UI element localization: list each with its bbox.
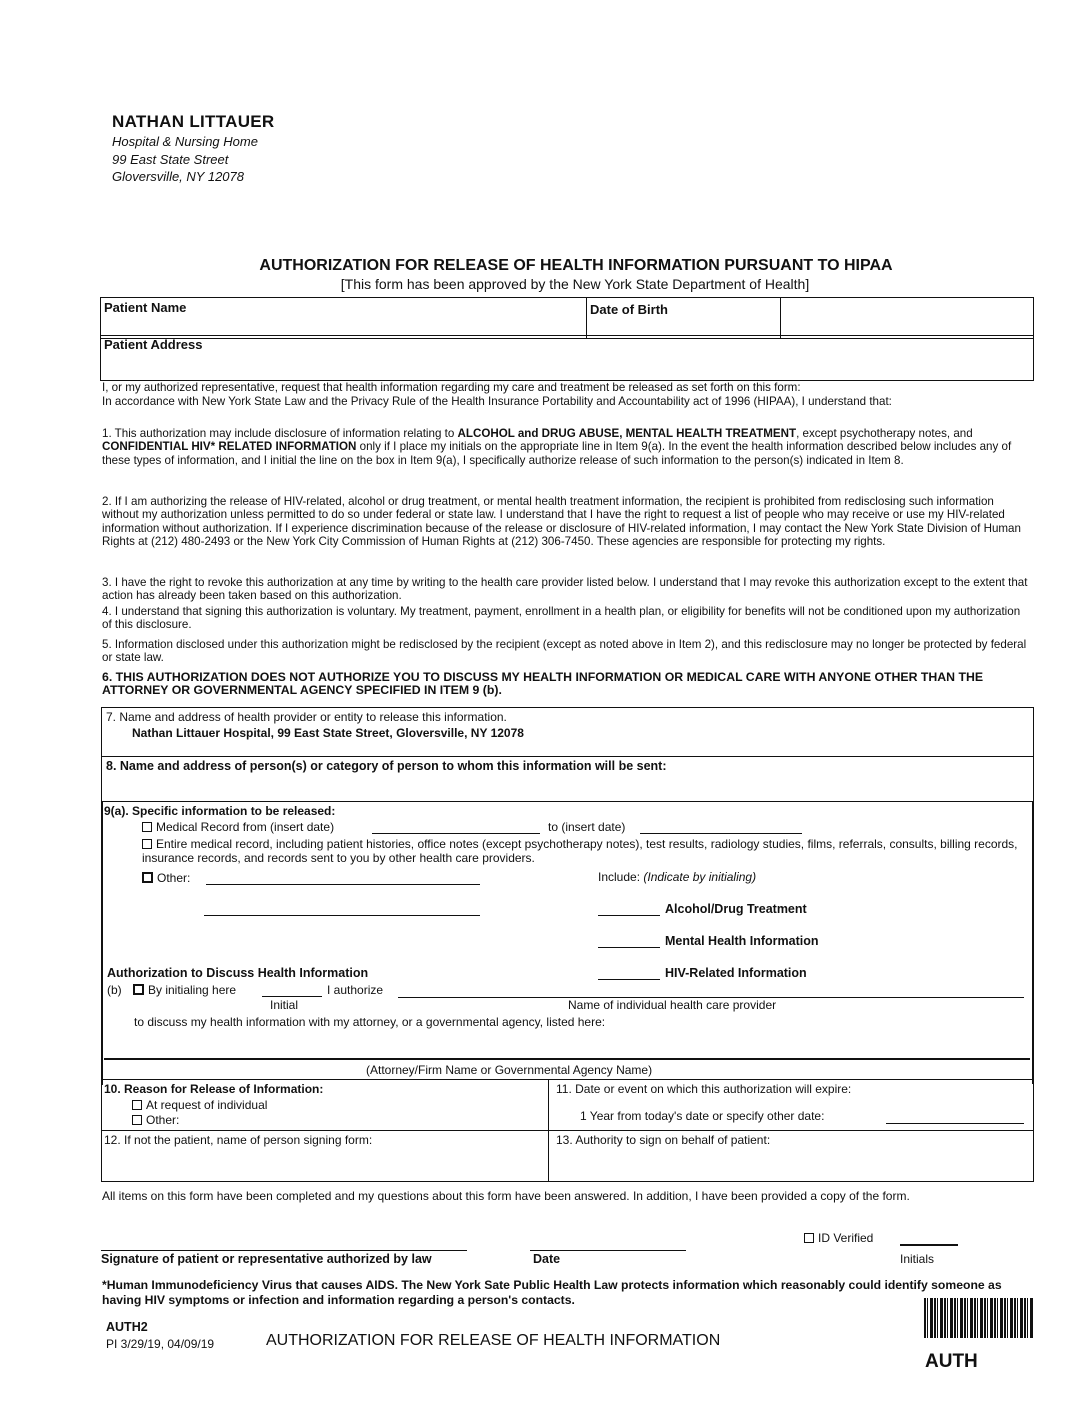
date-label: Date bbox=[533, 1252, 561, 1266]
date-line[interactable] bbox=[530, 1250, 686, 1251]
to-date-label: to (insert date) bbox=[548, 820, 626, 834]
reason-other-option[interactable]: Other: bbox=[132, 1114, 179, 1128]
barcode-label: AUTH bbox=[925, 1351, 978, 1372]
initials-label: Initials bbox=[900, 1252, 935, 1266]
hiv-label: HIV-Related Information bbox=[665, 966, 807, 980]
form-title: AUTHORIZATION FOR RELEASE OF HEALTH INFORMATION PURSUANT TO HIPAA bbox=[259, 257, 893, 274]
item-12-label: 12. If not the patient, name of person signing form: bbox=[104, 1133, 373, 1147]
reason-individual-checkbox[interactable] bbox=[132, 1100, 142, 1110]
id-verified-initials-line[interactable] bbox=[900, 1244, 958, 1246]
form-revision: PI 3/29/19, 04/09/19 bbox=[106, 1337, 215, 1351]
patient-name-label: Patient Name bbox=[104, 300, 187, 315]
barcode-image bbox=[924, 1298, 1034, 1338]
item-9b-prefix: (b) bbox=[107, 983, 122, 997]
attorney-caption: (Attorney/Firm Name or Governmental Agency Name) bbox=[366, 1063, 653, 1077]
item-1: 1. This authorization may include disclosure of information relating to ALCOHOL and DRUG ABUSE, MENTAL HEALTH TREATMENT, except psychotherapy notes, and CONFIDENTIAL HIV* RELATED INFORMATION only if I place my initials on the appropriate line in Item 9(a). In the event the health information described below includes any of these types of information, and I initial the line on the box in Item 9(a), I specifically authorize release of such information to the person(s) indicated in Item 8. bbox=[102, 427, 1012, 467]
item-10-label: 10. Reason for Release of Information: bbox=[104, 1082, 324, 1096]
signature-label: Signature of patient or representative authorized by law bbox=[101, 1252, 432, 1266]
i-authorize-label: I authorize bbox=[327, 983, 384, 997]
mental-initial-line[interactable] bbox=[598, 947, 660, 948]
mental-label: Mental Health Information bbox=[665, 934, 819, 948]
item-9b-heading: Authorization to Discuss Health Information bbox=[107, 966, 369, 980]
other-option[interactable]: Other: bbox=[142, 872, 190, 886]
form-code: AUTH2 bbox=[106, 1320, 148, 1334]
patient-address-label: Patient Address bbox=[104, 337, 203, 352]
initial-line[interactable] bbox=[262, 996, 322, 997]
item-7-label: 7. Name and address of health provider or entity to release this information. bbox=[106, 710, 507, 724]
item-2: 2. If I am authorizing the release of HIV-related, alcohol or drug treatment, or mental health treatment information, the recipient is prohibited from redisclosing such information without my authorization unless permitted to do so under federal or state law. I understand that I have the right to request a list of people who may receive or use my HIV-related information without authorization. If I experience discrimination because of the release or disclosure of HIV-related information, I may contact the New York State Division of Human Rights at (212) 480-2493 or the New York City Commission of Human Rights at (212) 306-7450. These agencies are responsible for protecting my rights. bbox=[102, 495, 1021, 549]
by-initialing-checkbox[interactable] bbox=[133, 984, 144, 995]
hiv-initial-line[interactable] bbox=[598, 979, 660, 980]
other-checkbox[interactable] bbox=[142, 872, 153, 883]
item-9-right-border bbox=[1032, 801, 1034, 1084]
patient-address-field[interactable] bbox=[100, 335, 1034, 381]
expiry-date-line[interactable] bbox=[886, 1123, 1024, 1124]
item-11-value: 1 Year from today's date or specify other date: bbox=[580, 1109, 825, 1123]
provider-caption: Name of individual health care provider bbox=[568, 998, 777, 1012]
medical-record-option[interactable]: Medical Record from (insert date) bbox=[142, 821, 334, 835]
hospital-subtitle: Hospital & Nursing Home bbox=[112, 134, 258, 149]
dob-label: Date of Birth bbox=[590, 302, 668, 317]
form-subtitle: [This form has been approved by the New York State Department of Health] bbox=[340, 276, 810, 292]
entire-record-checkbox[interactable] bbox=[142, 839, 152, 849]
intro-request: I, or my authorized representative, request that health information regarding my care and treatment be released as set forth on this form: bbox=[102, 381, 801, 394]
intro-understand: In accordance with New York State Law and the Privacy Rule of the Health Insurance Portability and Accountability act of 1996 (HIPAA), I understand that: bbox=[102, 395, 892, 408]
item-3: 3. I have the right to revoke this authorization at any time by writing to the health care provider listed below. I understand that I may revoke this authorization except to the extent that action has already been taken based on this authorization. bbox=[102, 576, 1028, 603]
id-verified-option[interactable]: ID Verified bbox=[804, 1232, 873, 1246]
medical-record-checkbox[interactable] bbox=[142, 822, 152, 832]
reason-other-checkbox[interactable] bbox=[132, 1115, 142, 1125]
signature-line[interactable] bbox=[101, 1250, 467, 1251]
hospital-street: 99 East State Street bbox=[112, 152, 229, 167]
item-9a-label: 9(a). Specific information to be released: bbox=[104, 804, 336, 818]
footer-title: AUTHORIZATION FOR RELEASE OF HEALTH INFORMATION bbox=[266, 1332, 721, 1349]
entire-record-option[interactable]: Entire medical record, including patient histories, office notes (except psychotherapy notes), test results, radiology studies, films, referrals, consults, billing records, insurance records, and records sent to you by other health care providers. bbox=[142, 837, 1018, 865]
item-11-label: 11. Date or event on which this authorization will expire: bbox=[556, 1082, 852, 1096]
to-date-line[interactable] bbox=[640, 833, 802, 834]
attorney-line[interactable] bbox=[104, 1058, 1030, 1060]
from-date-line[interactable] bbox=[372, 833, 540, 834]
item-9-left-border bbox=[101, 801, 103, 1085]
alcohol-initial-line[interactable] bbox=[598, 915, 660, 916]
hospital-city: Gloversville, NY 12078 bbox=[112, 169, 244, 184]
patient-name-field[interactable] bbox=[100, 297, 586, 339]
item-13-label: 13. Authority to sign on behalf of patient: bbox=[556, 1133, 771, 1147]
id-verified-checkbox[interactable] bbox=[804, 1233, 814, 1243]
item-5: 5. Information disclosed under this authorization might be redisclosed by the recipient (except as noted above in Item 2), and this redisclosure may no longer be protected by federal or state law. bbox=[102, 638, 1027, 665]
item-7-value: Nathan Littauer Hospital, 99 East State Street, Gloversville, NY 12078 bbox=[132, 726, 524, 740]
closing-statement: All items on this form have been completed and my questions about this form have been answered. In addition, I have been provided a copy of the form. bbox=[102, 1189, 910, 1203]
item-4: 4. I understand that signing this authorization is voluntary. My treatment, payment, enrollment in a health plan, or eligibility for benefits will not be conditioned upon my authorization of this disclosure. bbox=[102, 605, 1021, 632]
item-8-label: 8. Name and address of person(s) or category of person to whom this information will be sent: bbox=[106, 759, 667, 773]
by-initialing-option[interactable]: By initialing here bbox=[133, 984, 236, 998]
hiv-footnote: *Human Immunodeficiency Virus that causes AIDS. The New York Sate Public Health Law protects information which reasonably could identify someone as having HIV symptoms or infection and information regarding a person's contacts. bbox=[102, 1278, 1002, 1307]
reason-individual-option[interactable]: At request of individual bbox=[132, 1099, 267, 1113]
other-line-2[interactable] bbox=[204, 915, 480, 916]
hospital-name: NATHAN LITTAUER bbox=[112, 112, 275, 131]
other-line-1[interactable] bbox=[206, 884, 480, 885]
include-label: Include: (Indicate by initialing) bbox=[598, 870, 757, 884]
initial-caption: Initial bbox=[270, 998, 299, 1012]
discuss-text: to discuss my health information with my attorney, or a governmental agency, listed here: bbox=[134, 1015, 606, 1029]
item-6: 6. THIS AUTHORIZATION DOES NOT AUTHORIZE YOU TO DISCUSS MY HEALTH INFORMATION OR MEDICAL CARE WITH ANYONE OTHER THAN THE ATTORNEY OR GOVERNMENTAL AGENCY SPECIFIED IN ITEM 9 (b). bbox=[102, 670, 984, 698]
alcohol-label: Alcohol/Drug Treatment bbox=[665, 902, 807, 916]
